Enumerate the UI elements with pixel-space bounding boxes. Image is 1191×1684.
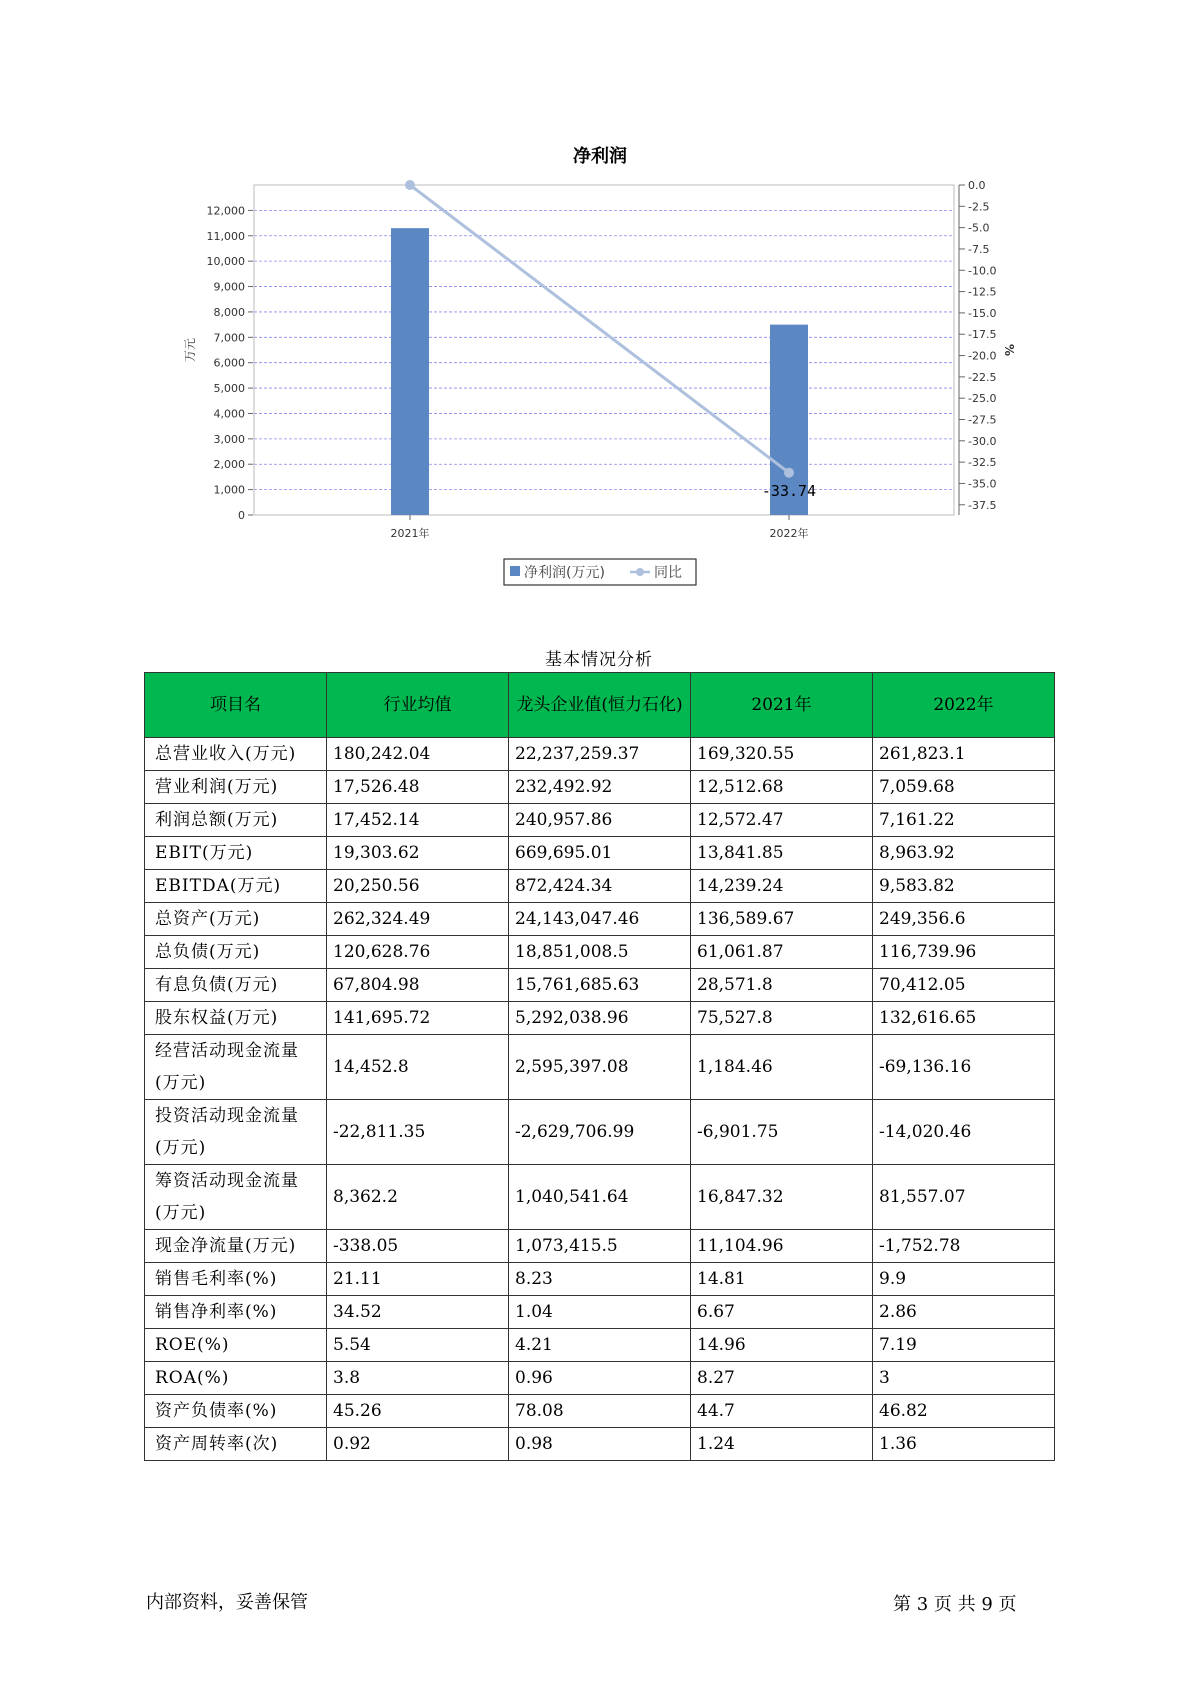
left-tick-label: 11,000 xyxy=(206,229,245,243)
bar-2021年 xyxy=(391,228,429,515)
x-axis-labels xyxy=(391,515,809,540)
table-cell: 45.26 xyxy=(327,1395,509,1428)
table-cell: 11,104.96 xyxy=(691,1230,873,1263)
table-cell: -338.05 xyxy=(327,1230,509,1263)
table-cell: 872,424.34 xyxy=(509,870,691,903)
legend-bar-label: 净利润(万元) xyxy=(524,565,605,581)
table-cell: 3.8 xyxy=(327,1362,509,1395)
table-row xyxy=(145,1263,1055,1296)
table-row xyxy=(145,837,1055,870)
table-cell: -69,136.16 xyxy=(873,1035,1055,1100)
row-label: 销售毛利率(%) xyxy=(145,1263,327,1296)
table-row xyxy=(145,1100,1055,1165)
yoy-point-2022年 xyxy=(784,468,794,478)
row-label: 投资活动现金流量(万元) xyxy=(145,1100,327,1165)
row-label: 总资产(万元) xyxy=(145,903,327,936)
table-cell: 120,628.76 xyxy=(327,936,509,969)
table-cell: 141,695.72 xyxy=(327,1002,509,1035)
chart-title: 净利润 xyxy=(573,146,627,167)
table-cell: 9,583.82 xyxy=(873,870,1055,903)
table-cell: 22,237,259.37 xyxy=(509,738,691,771)
table-cell: 8.27 xyxy=(691,1362,873,1395)
row-label: 资产周转率(次) xyxy=(145,1428,327,1461)
table-body xyxy=(145,738,1055,1461)
table-cell: 12,572.47 xyxy=(691,804,873,837)
left-tick-label: 4,000 xyxy=(213,407,245,421)
right-tick-label: -5.0 xyxy=(968,221,990,235)
table-cell: 28,571.8 xyxy=(691,969,873,1002)
table-cell: 7.19 xyxy=(873,1329,1055,1362)
table-cell: 261,823.1 xyxy=(873,738,1055,771)
row-label: 销售净利率(%) xyxy=(145,1296,327,1329)
table-cell: 2,595,397.08 xyxy=(509,1035,691,1100)
table-cell: 232,492.92 xyxy=(509,771,691,804)
table-cell: -6,901.75 xyxy=(691,1100,873,1165)
row-label: 总营业收入(万元) xyxy=(145,738,327,771)
table-cell: 1.36 xyxy=(873,1428,1055,1461)
row-label: ROA(%) xyxy=(145,1362,327,1395)
table-caption: 基本情况分析 xyxy=(545,650,653,670)
table-cell: 180,242.04 xyxy=(327,738,509,771)
row-label: 现金净流量(万元) xyxy=(145,1230,327,1263)
left-tick-label: 0 xyxy=(238,509,245,522)
table-cell: 46.82 xyxy=(873,1395,1055,1428)
table-row xyxy=(145,771,1055,804)
basic-analysis-table xyxy=(144,672,1055,1461)
row-label: 有息负债(万元) xyxy=(145,969,327,1002)
table-cell: 8,362.2 xyxy=(327,1165,509,1230)
table-row xyxy=(145,936,1055,969)
yoy-point-2021年 xyxy=(405,180,415,190)
table-cell: 21.11 xyxy=(327,1263,509,1296)
left-tick-label: 12,000 xyxy=(206,204,245,218)
table-row xyxy=(145,1428,1055,1461)
table-cell: 9.9 xyxy=(873,1263,1055,1296)
table-cell: 7,059.68 xyxy=(873,771,1055,804)
table-cell: 34.52 xyxy=(327,1296,509,1329)
table-cell: -2,629,706.99 xyxy=(509,1100,691,1165)
table-row xyxy=(145,969,1055,1002)
table-cell: 67,804.98 xyxy=(327,969,509,1002)
table-cell: 0.92 xyxy=(327,1428,509,1461)
table-cell: -14,020.46 xyxy=(873,1100,1055,1165)
right-axis-ticks xyxy=(959,179,996,512)
right-axis-label: % xyxy=(1002,343,1016,357)
table-cell: -22,811.35 xyxy=(327,1100,509,1165)
row-label: EBITDA(万元) xyxy=(145,870,327,903)
table-cell: 44.7 xyxy=(691,1395,873,1428)
footer-page-number: 第 3 页 共 9 页 xyxy=(893,1594,1017,1615)
right-tick-label: -7.5 xyxy=(968,242,990,256)
table-cell: 24,143,047.46 xyxy=(509,903,691,936)
table-cell: 16,847.32 xyxy=(691,1165,873,1230)
row-label: 筹资活动现金流量(万元) xyxy=(145,1165,327,1230)
header-item-name: 项目名 xyxy=(145,673,327,738)
table-cell: 14,452.8 xyxy=(327,1035,509,1100)
table-cell: 61,061.87 xyxy=(691,936,873,969)
row-label: 经营活动现金流量(万元) xyxy=(145,1035,327,1100)
table-cell: 6.67 xyxy=(691,1296,873,1329)
table-cell: 75,527.8 xyxy=(691,1002,873,1035)
table-cell: 81,557.07 xyxy=(873,1165,1055,1230)
table-cell: 12,512.68 xyxy=(691,771,873,804)
footer-confidential: 内部资料，妥善保管 xyxy=(146,1592,308,1613)
table-row xyxy=(145,1329,1055,1362)
table-cell: 240,957.86 xyxy=(509,804,691,837)
table-row xyxy=(145,870,1055,903)
right-tick-label: -30.0 xyxy=(968,434,997,448)
left-tick-label: 7,000 xyxy=(213,331,245,345)
table-cell: 0.96 xyxy=(509,1362,691,1395)
table-cell: 262,324.49 xyxy=(327,903,509,936)
table-cell: 249,356.6 xyxy=(873,903,1055,936)
right-tick-label: -10.0 xyxy=(968,264,997,278)
table-cell: 15,761,685.63 xyxy=(509,969,691,1002)
table-cell: 19,303.62 xyxy=(327,837,509,870)
table-cell: 14.81 xyxy=(691,1263,873,1296)
table-cell: 1,073,415.5 xyxy=(509,1230,691,1263)
left-tick-label: 6,000 xyxy=(213,356,245,370)
table-row xyxy=(145,738,1055,771)
line-series xyxy=(405,180,794,478)
right-tick-label: -35.0 xyxy=(968,477,997,491)
left-tick-label: 5,000 xyxy=(213,382,245,396)
table-row xyxy=(145,1296,1055,1329)
legend-line-label: 同比 xyxy=(654,565,682,581)
row-label: 股东权益(万元) xyxy=(145,1002,327,1035)
table-cell: 8.23 xyxy=(509,1263,691,1296)
table-row xyxy=(145,1395,1055,1428)
table-cell: 8,963.92 xyxy=(873,837,1055,870)
table-cell: 5,292,038.96 xyxy=(509,1002,691,1035)
right-tick-label: -22.5 xyxy=(968,370,997,384)
left-tick-label: 10,000 xyxy=(206,255,245,269)
table-cell: 136,589.67 xyxy=(691,903,873,936)
x-tick-label: 2022年 xyxy=(769,527,809,540)
yoy-line xyxy=(410,185,789,473)
table-header-row xyxy=(145,673,1055,738)
left-axis-ticks xyxy=(207,204,254,522)
grid-lines xyxy=(254,210,954,489)
table-cell: 70,412.05 xyxy=(873,969,1055,1002)
table-cell: 132,616.65 xyxy=(873,1002,1055,1035)
row-label: EBIT(万元) xyxy=(145,837,327,870)
table-cell: 669,695.01 xyxy=(509,837,691,870)
table-cell: 78.08 xyxy=(509,1395,691,1428)
right-tick-label: -27.5 xyxy=(968,413,997,427)
table-row xyxy=(145,1362,1055,1395)
table-cell: 5.54 xyxy=(327,1329,509,1362)
right-tick-label: -32.5 xyxy=(968,456,997,470)
header-2021: 2021年 xyxy=(691,673,873,738)
table-cell: 14.96 xyxy=(691,1329,873,1362)
header-industry-avg: 行业均值 xyxy=(327,673,509,738)
table-cell: 4.21 xyxy=(509,1329,691,1362)
table-cell: 169,320.55 xyxy=(691,738,873,771)
table-row xyxy=(145,804,1055,837)
row-label: ROE(%) xyxy=(145,1329,327,1362)
table-cell: 17,526.48 xyxy=(327,771,509,804)
left-axis-label: 万元 xyxy=(183,337,197,363)
table-cell: 0.98 xyxy=(509,1428,691,1461)
legend-bar-swatch xyxy=(510,566,520,576)
table-cell: 1.04 xyxy=(509,1296,691,1329)
table-row xyxy=(145,1035,1055,1100)
row-label: 营业利润(万元) xyxy=(145,771,327,804)
x-tick-label: 2021年 xyxy=(390,527,430,540)
table-row xyxy=(145,903,1055,936)
header-leader-value: 龙头企业值(恒力石化) xyxy=(509,673,691,738)
row-label: 资产负债率(%) xyxy=(145,1395,327,1428)
yoy-data-label: -33.74 xyxy=(761,482,817,500)
right-tick-label: -12.5 xyxy=(968,285,997,299)
right-tick-label: -37.5 xyxy=(968,498,997,512)
right-tick-label: -15.0 xyxy=(968,306,997,320)
plot-area xyxy=(254,185,954,515)
legend xyxy=(504,559,696,585)
table-cell: 7,161.22 xyxy=(873,804,1055,837)
right-tick-label: -25.0 xyxy=(968,392,997,406)
table-cell: 2.86 xyxy=(873,1296,1055,1329)
left-tick-label: 2,000 xyxy=(213,458,245,472)
table-cell: 18,851,008.5 xyxy=(509,936,691,969)
table-cell: 13,841.85 xyxy=(691,837,873,870)
left-tick-label: 1,000 xyxy=(213,483,245,497)
table-row xyxy=(145,1002,1055,1035)
right-tick-label: -17.5 xyxy=(968,328,997,342)
row-label: 利润总额(万元) xyxy=(145,804,327,837)
left-tick-label: 9,000 xyxy=(213,280,245,294)
net-profit-chart xyxy=(0,0,1191,600)
right-tick-label: -20.0 xyxy=(968,349,997,363)
left-tick-label: 3,000 xyxy=(213,432,245,446)
right-tick-label: 0.0 xyxy=(968,179,986,192)
bar-series xyxy=(391,228,808,515)
table-cell: 1,040,541.64 xyxy=(509,1165,691,1230)
table-row xyxy=(145,1230,1055,1263)
table-row xyxy=(145,1165,1055,1230)
left-tick-label: 8,000 xyxy=(213,305,245,319)
table-cell: 20,250.56 xyxy=(327,870,509,903)
row-label: 总负债(万元) xyxy=(145,936,327,969)
table-cell: 116,739.96 xyxy=(873,936,1055,969)
right-tick-label: -2.5 xyxy=(968,200,990,214)
table-cell: 1.24 xyxy=(691,1428,873,1461)
header-2022: 2022年 xyxy=(873,673,1055,738)
table-cell: 3 xyxy=(873,1362,1055,1395)
table-cell: 1,184.46 xyxy=(691,1035,873,1100)
table-cell: -1,752.78 xyxy=(873,1230,1055,1263)
table-cell: 14,239.24 xyxy=(691,870,873,903)
legend-line-marker xyxy=(636,568,644,576)
table-cell: 17,452.14 xyxy=(327,804,509,837)
